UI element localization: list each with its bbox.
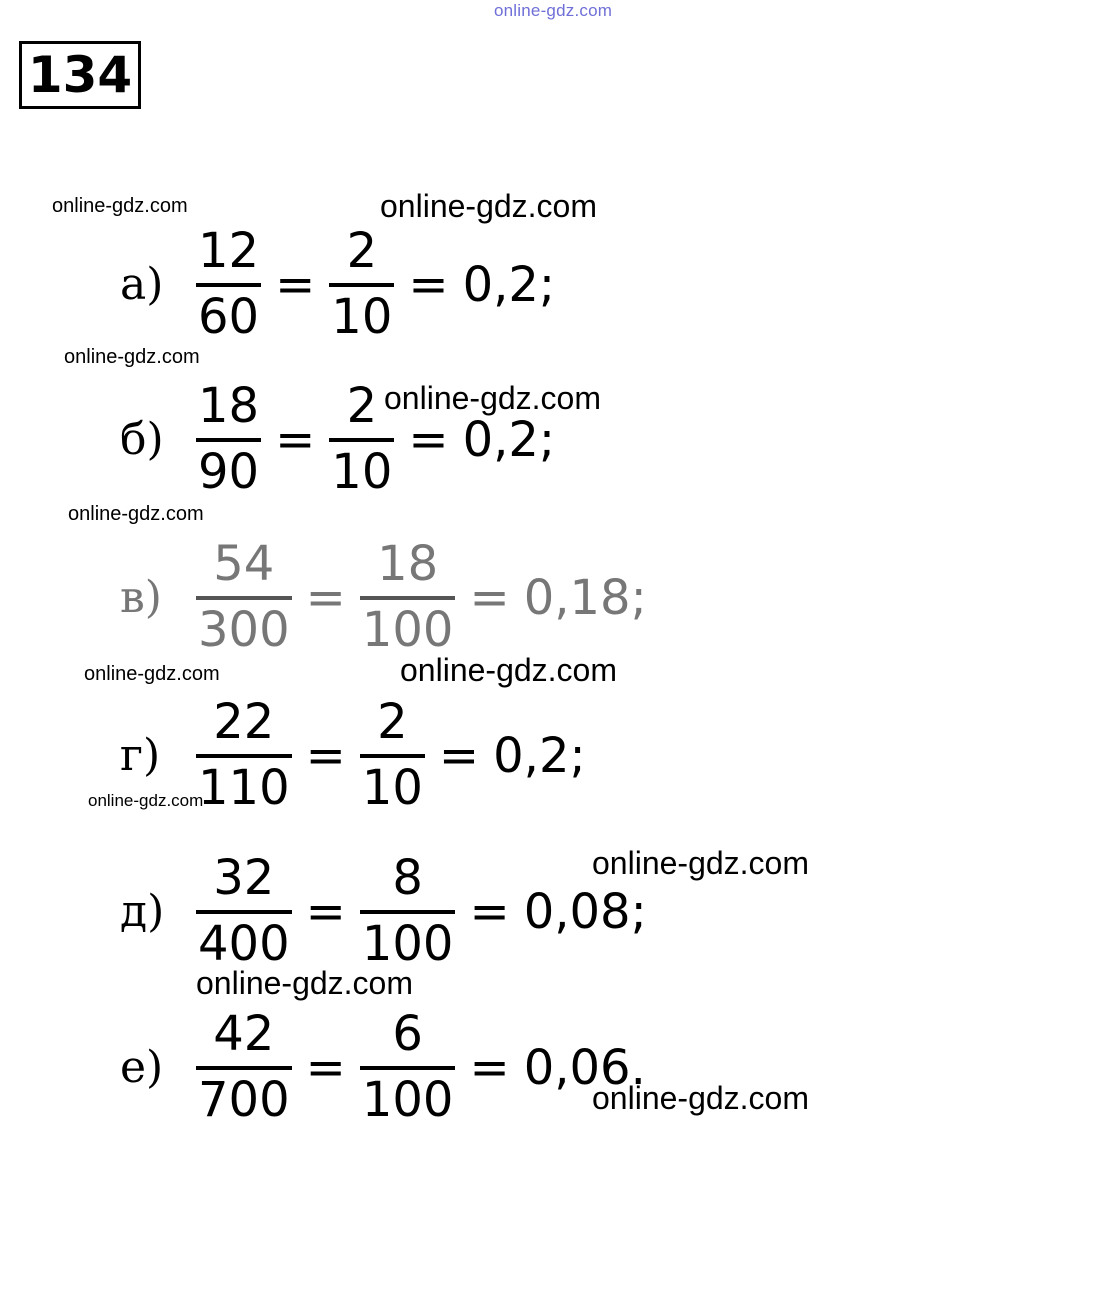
equals-sign: = [275,412,316,468]
denominator: 100 [361,916,454,972]
denominator: 300 [198,602,290,658]
fraction-bar [196,596,292,600]
fraction-right [329,223,394,346]
numerator: 2 [346,378,378,435]
fraction-right [360,850,456,973]
equals-sign: = [408,257,449,313]
decimal-result: 0,2; [462,412,556,468]
equation-g [120,686,586,826]
fraction-left [196,1006,292,1129]
denominator: 10 [331,444,393,500]
fraction-right [360,536,456,659]
equation-label: г) [120,730,161,781]
numerator: 18 [198,378,260,435]
watermark: online-gdz.com [88,791,204,810]
fraction-left [196,536,292,659]
watermark: online-gdz.com [68,503,204,525]
numerator: 8 [392,850,423,907]
fraction-right [360,1006,456,1129]
denominator: 100 [361,602,454,658]
numerator: 6 [392,1006,423,1063]
decimal-result: 0,2; [462,257,556,313]
equation-d [120,842,647,982]
numerator: 22 [213,694,275,751]
equation-v [120,528,647,668]
numerator: 2 [377,694,408,751]
equals-sign: = [305,570,346,626]
problem-number: 134 [27,46,133,104]
fraction-bar [329,438,394,442]
fraction-left [196,223,261,346]
denominator: 400 [198,916,290,972]
equals-sign: = [305,1040,346,1096]
equation-b [120,370,555,510]
equals-sign: = [408,412,449,468]
watermark: online-gdz.com [400,652,617,688]
fraction-bar [360,1066,456,1070]
numerator: 32 [213,850,275,907]
equation-label: б) [120,414,164,465]
numerator: 18 [377,536,439,593]
fraction-bar [196,438,261,442]
decimal-result: 0,08; [523,884,647,940]
fraction-bar [196,1066,292,1070]
top-watermark: online-gdz.com [494,1,613,20]
watermark: online-gdz.com [196,965,413,1001]
fraction-bar [360,910,456,914]
equals-sign: = [305,728,346,784]
decimal-result: 0,18; [523,570,647,626]
equals-sign: = [469,1040,510,1096]
equation-label: д) [120,886,165,937]
denominator: 100 [361,1072,454,1128]
denominator: 60 [198,289,260,345]
watermark: online-gdz.com [84,663,220,685]
numerator: 42 [213,1006,275,1063]
numerator: 12 [198,223,260,280]
fraction-bar [196,283,261,287]
watermark: online-gdz.com [52,195,188,217]
fraction-bar [196,754,292,758]
denominator: 110 [198,760,290,816]
equals-sign: = [305,884,346,940]
equation-e [120,998,646,1138]
denominator: 700 [198,1072,290,1128]
problem-number-box [19,41,141,109]
fraction-left [196,694,292,817]
equals-sign: = [469,884,510,940]
fraction-bar [329,283,394,287]
watermark: online-gdz.com [380,188,597,224]
fraction-right [329,378,394,501]
equals-sign: = [275,257,316,313]
fraction-bar [360,596,456,600]
fraction-bar [360,754,425,758]
equals-sign: = [469,570,510,626]
fraction-left [196,378,261,501]
fraction-left [196,850,292,973]
equation-label: е) [120,1042,164,1093]
watermark: online-gdz.com [384,380,601,416]
fraction-right [360,694,425,817]
denominator: 10 [361,760,423,816]
equation-label: в) [120,572,162,623]
watermark: online-gdz.com [592,845,809,881]
denominator: 90 [198,444,260,500]
watermark: online-gdz.com [592,1080,809,1116]
decimal-result: 0,2; [493,728,586,784]
numerator: 54 [213,536,275,593]
equation-a [120,215,555,355]
decimal-result: 0,06. [523,1040,646,1096]
denominator: 10 [331,289,393,345]
numerator: 2 [346,223,378,280]
equals-sign: = [438,728,480,784]
fraction-bar [196,910,292,914]
equation-label: а) [120,259,164,310]
watermark: online-gdz.com [64,346,200,368]
